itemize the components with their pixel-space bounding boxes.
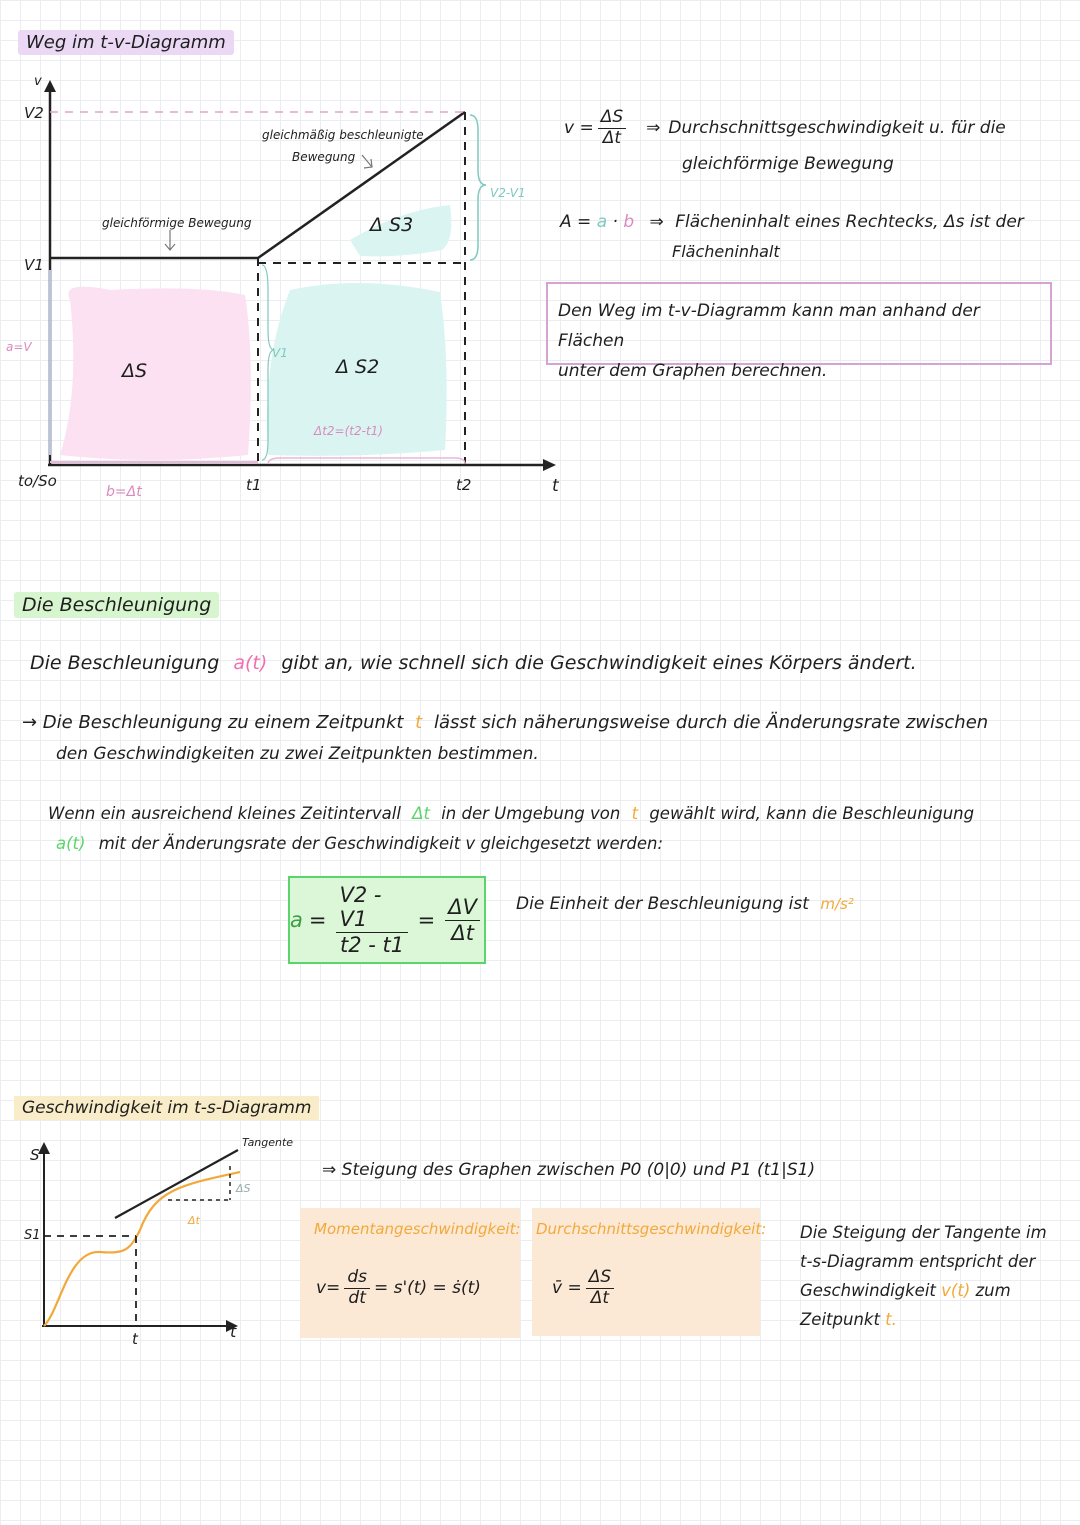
formula-a-dot: · [612,212,618,232]
ts-s-label: S [30,1146,40,1164]
formula-a-b: b [623,212,635,232]
formula-v-text-2: gleichförmige Bewegung [682,154,894,174]
tangent-note-4 [800,1305,1047,1334]
accel-paragraph-2 [22,712,988,733]
tangent-note-3b: zum [975,1281,1011,1300]
accel-num2: ΔV [445,895,480,920]
tangent-note-1: Die Steigung der Tangente im [800,1223,1047,1242]
ds-label: ΔS [122,360,148,382]
ts-dt-label: Δt [188,1214,200,1227]
formula-v-text-1: Durchschnittsgeschwindigkeit u. für die [668,118,1006,139]
tangent-note-2: t-s-Diagramm entspricht der [800,1252,1036,1271]
v2-minus-v1-label: V2-V1 [490,186,526,200]
accel-den1: t2 - t1 [340,932,405,957]
ts-curve [44,1172,240,1326]
p2-line2: den Geschwindigkeiten zu zwei Zeitpunkten bestimmen. [56,744,539,764]
note-line-2: unter dem Graphen berechnen. [558,361,828,381]
formula-a-a: a [596,212,608,232]
unit-text [516,894,854,914]
v2-label: V2 [24,104,44,122]
uniform-label: gleichförmige Bewegung [102,216,252,230]
tangent-note-3a: Geschwindigkeit [800,1281,936,1300]
v1-label: V1 [24,256,44,274]
avg-lhs: v̄ = [552,1278,582,1299]
avg-title: Durchschnittsgeschwindigkeit: [536,1220,767,1238]
ts-s1-label: S1 [24,1228,41,1243]
accel-num1: V2 - V1 [336,883,407,932]
accel-label-1: gleichmäßig beschleunigte [262,128,424,142]
avg-frac [586,1268,614,1308]
p3-b: in der Umgebung von [441,804,621,823]
moment-lhs: v= [316,1278,341,1299]
v-axis-label: v [34,74,42,89]
accel-eq: = [308,908,327,932]
ds2-label: Δ S2 [336,356,380,378]
accel-den2: Δt [451,920,474,945]
section-title-weg: Weg im t-v-Diagramm [18,30,234,55]
avg-den: Δt [590,1287,610,1308]
t1-label: t1 [246,476,262,494]
moment-title: Momentangeschwindigkeit: [314,1220,521,1238]
moment-num: ds [344,1268,370,1289]
origin-label: to/So [18,472,57,490]
formula-v-fraction [598,108,626,148]
p1-at: a(t) [233,652,268,674]
p1-after: gibt an, wie schnell sich die Geschwindigkeit eines Körpers ändert. [281,652,917,674]
formula-a-arrow: ⇒ [649,212,664,232]
b-label: b=Δt [106,484,142,500]
tangent-note-4a: Zeitpunkt [800,1310,880,1329]
formula-v [564,108,1006,148]
p1-before: Die Beschleunigung [30,652,220,674]
t2-label: t2 [456,476,472,494]
p2-t: t [415,712,423,733]
accel-paragraph-1 [30,652,917,674]
accel-frac-1 [336,883,407,956]
avg-formula [552,1268,618,1308]
accel-eq2: = [417,908,436,932]
moment-frac [344,1268,370,1308]
slope-text: ⇒ Steigung des Graphen zwischen P0 (0|0) und P1 (t1|S1) [322,1160,816,1180]
uniform-arrow [165,230,175,250]
tangent-note-3 [800,1276,1047,1305]
accel-label-2: Bewegung [292,150,356,164]
tangent-note-vt: v(t) [941,1281,971,1300]
teal-base-brace [268,458,465,464]
accel-a: a [290,908,303,932]
ts-diagram [0,1130,300,1360]
formula-a [560,212,1024,232]
unit-value: m/s² [820,895,854,913]
t-axis-label: t [552,476,559,496]
ts-taxis-label: t [230,1322,237,1341]
avg-num: ΔS [586,1268,614,1289]
a-eq-v-label: a=V [6,340,32,354]
formula-a-text-2: Flächeninhalt [672,242,780,261]
p2-line1: → Die Beschleunigung zu einem Zeitpunkt [22,712,404,733]
formula-v-den: Δt [602,127,622,148]
v1-side-label: V1 [272,346,288,360]
p3-at: a(t) [56,834,86,853]
formula-v-arrow: ⇒ [646,118,661,139]
unit-text-label: Die Einheit der Beschleunigung ist [516,894,809,914]
right-brace [470,115,486,260]
note-line-1: Den Weg im t-v-Diagramm kann man anhand der Flächen [558,301,980,351]
section-title-beschleunigung: Die Beschleunigung [14,592,219,618]
tangent-note-t: t. [885,1310,897,1329]
formula-a-lhs: A = [560,212,592,232]
ts-ds-label: ΔS [236,1182,251,1195]
formula-v-lhs: v = [564,118,594,139]
p3-dt: Δt [412,804,430,823]
accel-paragraph-3b [56,834,663,853]
section-title-ts: Geschwindigkeit im t-s-Diagramm [14,1096,319,1120]
p3-c: gewählt wird, kann die Beschleunigung [649,804,975,823]
accel-paragraph-3 [48,804,974,823]
area-ds [60,287,251,460]
tangent-note [800,1218,1047,1334]
y-axis-arrow [44,80,56,92]
formula-a-text-1: Flächeninhalt eines Rechtecks, Δs ist der [675,212,1024,232]
accel-frac-2 [445,895,480,944]
accel-formula-box [288,876,486,964]
moment-formula [316,1268,481,1308]
p3-line2: mit der Änderungsrate der Geschwindigkeit v gleichgesetzt werden: [98,834,664,853]
ts-tangent-label: Tangente [242,1136,294,1149]
p3-a: Wenn ein ausreichend kleines Zeitintervall [48,804,401,823]
tangent-line [115,1150,238,1218]
moment-rhs: = s'(t) = ṡ(t) [373,1278,481,1299]
ds3-label: Δ S3 [370,214,414,236]
x-axis-arrow [543,459,556,471]
accel-arrow [362,155,372,168]
formula-v-num: ΔS [598,108,626,129]
ts-t-label: t [132,1330,138,1348]
p3-t: t [631,804,639,823]
moment-den: dt [348,1287,366,1308]
p2-line1-end: lässt sich näherungsweise durch die Änderungsrate zwischen [433,712,989,733]
note-box [546,282,1052,381]
dt2-label: Δt2=(t2-t1) [314,424,383,438]
